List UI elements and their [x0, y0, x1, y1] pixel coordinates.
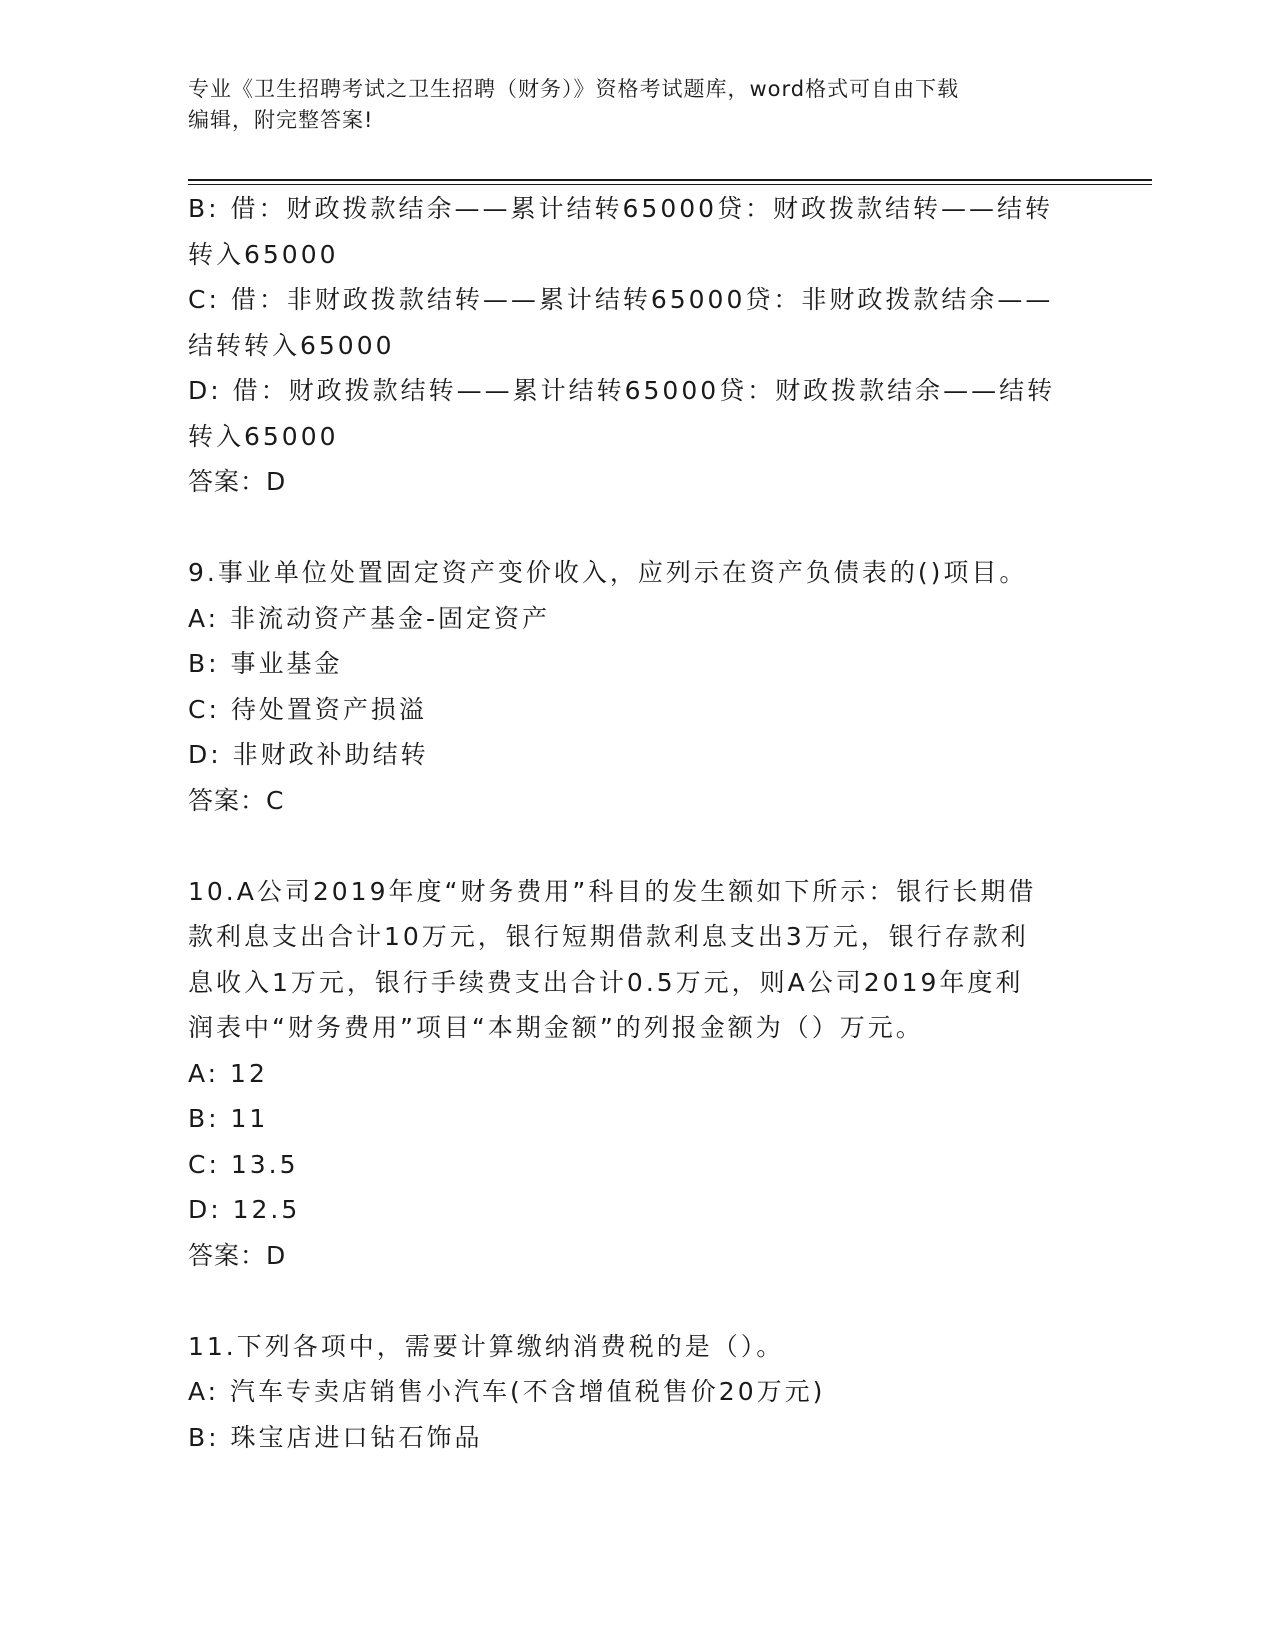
question-10 [188, 869, 1088, 1279]
question-11 [188, 1324, 1088, 1461]
q11-option-b: B: 珠宝店进口钻石饰品 [188, 1422, 483, 1452]
q8-option-d-line-2: 转入65000 [188, 421, 339, 451]
q8-option-b-line-1: B: 借：财政拨款结余——累计结转65000贷：财政拨款结转——结转 [188, 194, 1054, 223]
q9-option-c: C: 待处置资产损溢 [188, 694, 427, 724]
q8-option-b-line-2: 转入65000 [188, 239, 339, 269]
q8-option-d-line-1: D: 借：财政拨款结转——累计结转65000贷：财政拨款结余——结转 [188, 376, 1056, 405]
q11-option-a: A: 汽车专卖店销售小汽车(不含增值税售价20万元) [188, 1377, 826, 1406]
q8-answer: 答案：D [188, 467, 287, 496]
q9-option-d: D: 非财政补助结转 [188, 740, 429, 769]
header-divider-thin [188, 184, 1152, 185]
q9-option-a: A: 非流动资产基金-固定资产 [188, 603, 551, 633]
header-divider-thick [188, 179, 1152, 181]
question-9 [188, 550, 1088, 823]
q9-question-text: 9.事业单位处置固定资产变价收入，应列示在资产负债表的()项目。 [188, 558, 1028, 587]
q10-answer: 答案：D [188, 1240, 287, 1270]
header-title-line-2: 编辑，附完整答案! [188, 108, 374, 132]
spacer [188, 1278, 1088, 1324]
header-title-line-1: 专业《卫生招聘考试之卫生招聘（财务）》资格考试题库，word格式可自由下载 [188, 77, 960, 101]
document-header [188, 74, 1088, 136]
question-list [188, 186, 1088, 1460]
q10-option-a: A: 12 [188, 1058, 268, 1088]
question-8 [188, 186, 1088, 505]
q8-option-c-line-2: 结转转入65000 [188, 330, 395, 360]
q10-question-line-3: 息收入1万元，银行手续费支出合计0.5万元，则A公司2019年度利 [188, 967, 1024, 997]
q11-question-text: 11.下列各项中，需要计算缴纳消费税的是（）。 [188, 1331, 785, 1361]
q10-option-d: D: 12.5 [188, 1195, 301, 1224]
q10-option-c: C: 13.5 [188, 1149, 299, 1179]
q8-option-c-line-1: C: 借：非财政拨款结转——累计结转65000贷：非财政拨款结余—— [188, 285, 1054, 314]
q10-option-b: B: 11 [188, 1104, 269, 1133]
q10-question-line-4: 润表中“财务费用”项目“本期金额”的列报金额为（）万元。 [188, 1013, 924, 1042]
q9-option-b: B: 事业基金 [188, 649, 343, 678]
q10-question-line-1: 10.A公司2019年度“财务费用”科目的发生额如下所示：银行长期借 [188, 876, 1037, 906]
q9-answer: 答案：C [188, 785, 285, 815]
spacer [188, 823, 1088, 869]
q10-question-line-2: 款利息支出合计10万元，银行短期借款利息支出3万元，银行存款利 [188, 922, 1029, 951]
spacer [188, 505, 1088, 551]
